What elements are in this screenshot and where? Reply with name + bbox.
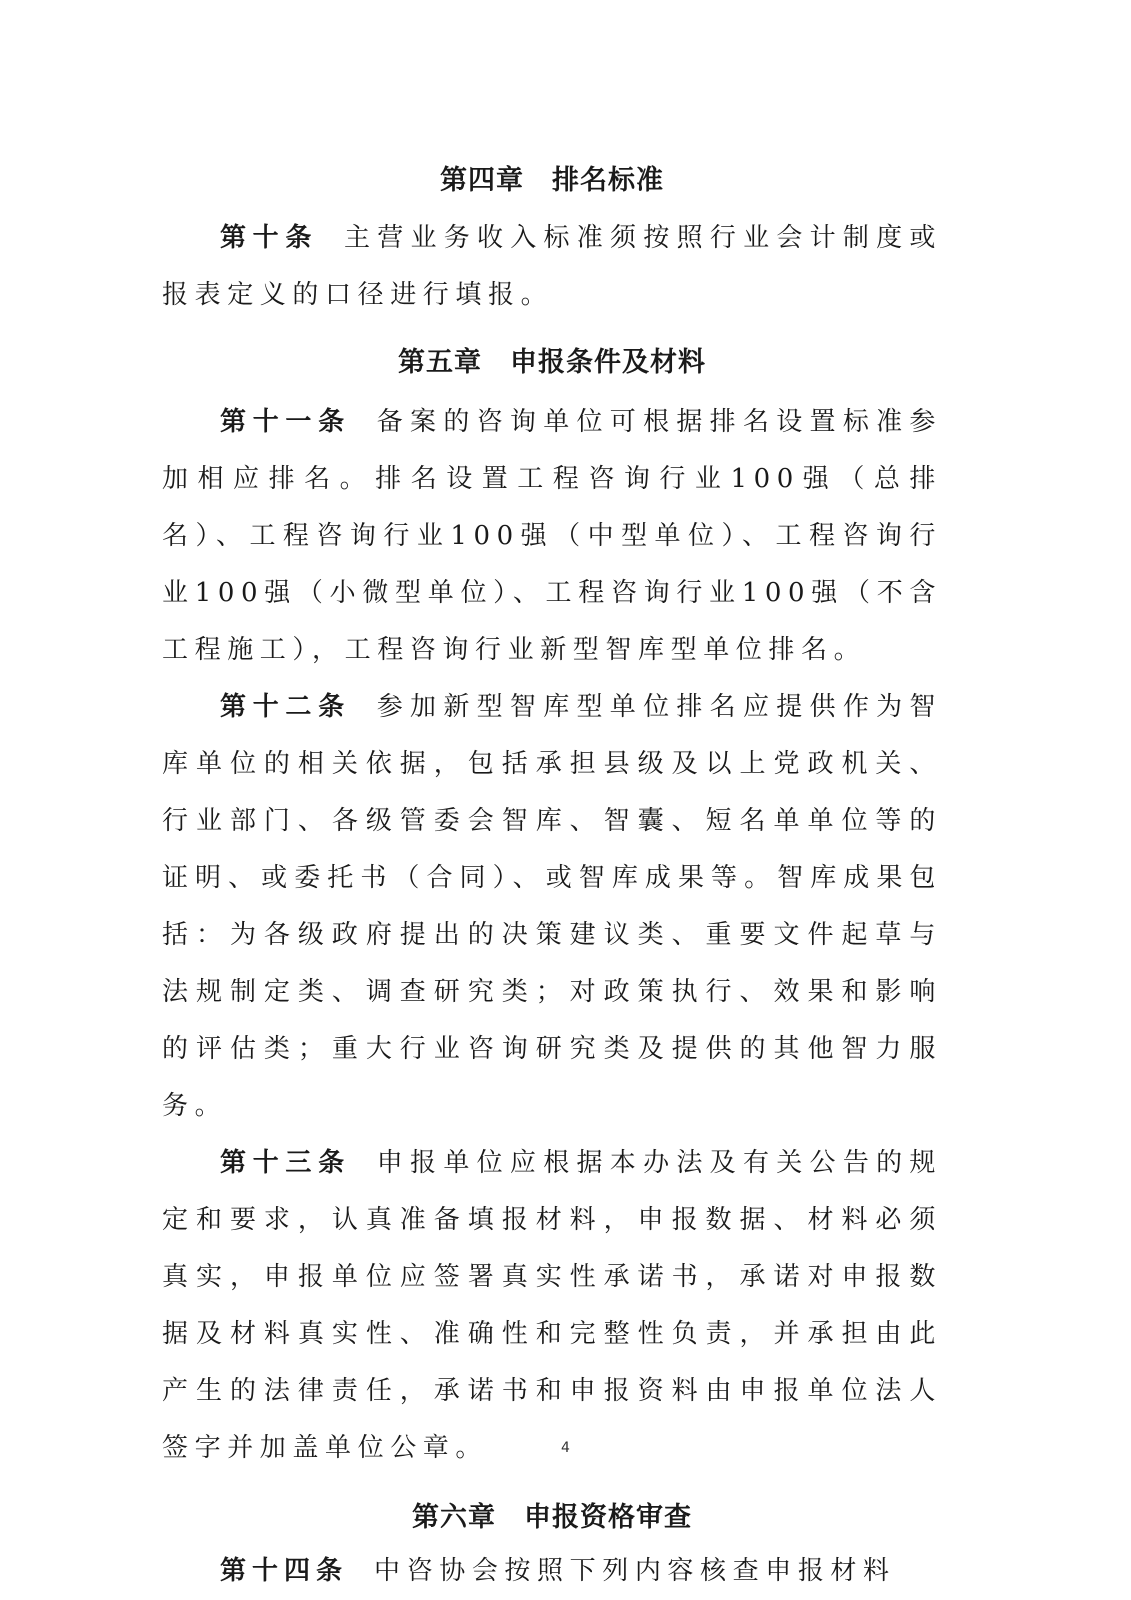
article-10-text: 主营业务收入标准须按照行业会计制度或报表定义的口径进行填报。 [162,223,942,310]
chapter-5-title: 第五章 申报条件及材料 [398,347,706,378]
page-number: 4 [561,1440,570,1456]
article-13-number: 第十三条 [220,1148,351,1178]
article-12 [162,679,942,1135]
article-12-number: 第十二条 [220,692,351,722]
article-11 [162,394,942,679]
article-11-number: 第十一条 [220,407,351,437]
article-12-text: 参加新型智库型单位排名应提供作为智库单位的相关依据，包括承担县级及以上党政机关、行业部门、各级管委会智库、智囊、短名单单位等的证明、或委托书（合同）、或智库成果等。智库成果包括：为各级政府提出的决策建议类、重要文件起草与法规制定类、调查研究类；对政策执行、效果和影响的评估类；重大行业咨询研究类及提供的其他智力服务。 [162,692,942,1121]
document-body [162,160,942,1600]
article-13-text: 申报单位应根据本办法及有关公告的规定和要求，认真准备填报材料，申报数据、材料必须真实，申报单位应签署真实性承诺书，承诺对申报数据及材料真实性、准确性和完整性负责，并承担由此产生的法律责任，承诺书和申报资料由申报单位法人签字并加盖单位公章。 [162,1148,942,1463]
article-14 [162,1543,942,1600]
chapter-6-title: 第六章 申报资格审查 [412,1502,692,1533]
article-13 [162,1135,942,1477]
article-14-number: 第十四条 [220,1556,349,1586]
article-11-text: 备案的咨询单位可根据排名设置标准参加相应排名。排名设置工程咨询行业100强（总排名）、工程咨询行业100强（中型单位）、工程咨询行业100强（小微型单位）、工程咨询行业100强（不含工程施工），工程咨询行业新型智库型单位排名。 [162,407,942,665]
chapter-4-title: 第四章 排名标准 [440,165,664,196]
article-10 [162,210,942,324]
article-14-text: 中咨协会按照下列内容核查申报材料 [374,1556,896,1586]
article-10-number: 第十条 [220,223,318,253]
